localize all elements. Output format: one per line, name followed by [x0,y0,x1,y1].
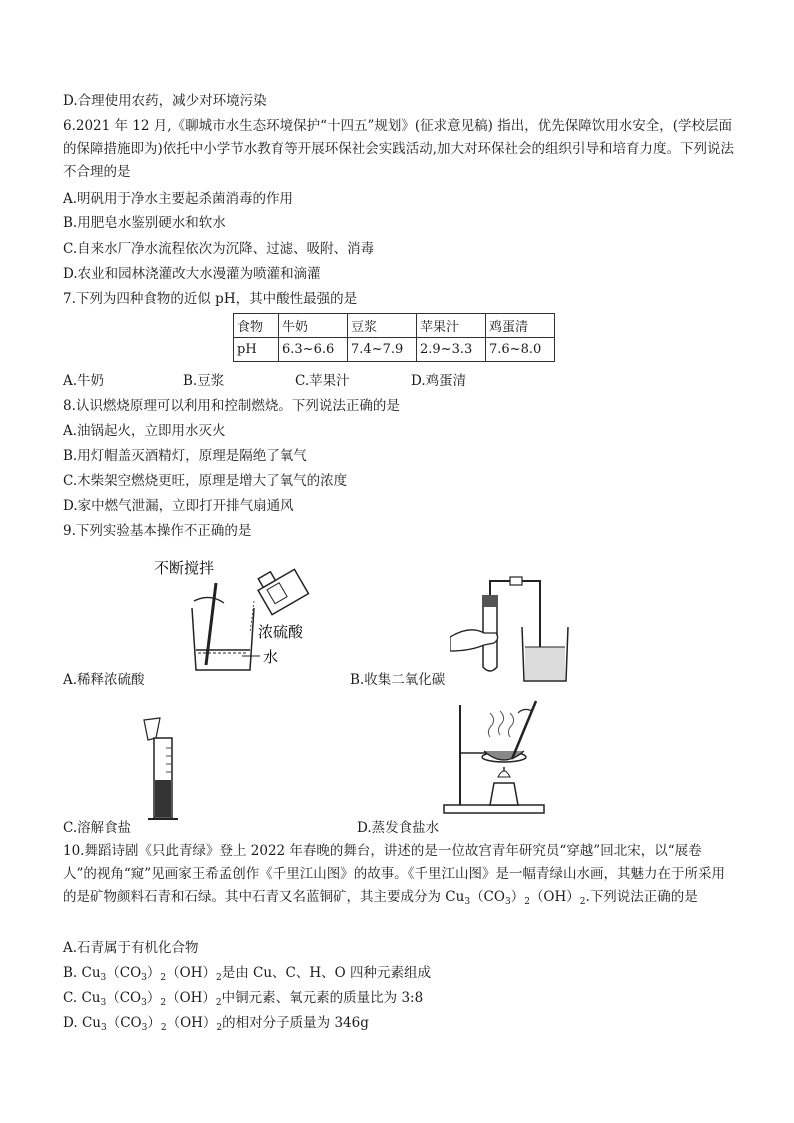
q6-option-a: A.明矾用于净水主要起杀菌消毒的作用 [63,191,294,207]
beaker [192,608,254,670]
ph-table [233,313,555,362]
q9-stem: 9.下列实验基本操作不正确的是 [63,523,252,539]
q5-option-d: D.合理使用农药，减少对环境污染 [63,93,267,109]
figure-c-label: C.溶解食盐 [63,820,132,836]
figure-collect-co2 [450,575,570,685]
table-cell: 2.9~3.3 [417,338,486,362]
table-header-row [234,314,555,338]
table-cell: pH [234,338,279,362]
q6-option-b: B.用肥皂水鉴别硬水和软水 [63,215,226,231]
table-cell: 7.4~7.9 [348,338,417,362]
q7-option-a: A.牛奶 [63,373,105,389]
q10-stem-text: 10.舞蹈诗剧《只此青绿》登上 2022 年春晚的舞台，讲述的是一位故宫青年研究员“穿越”回北宋，以“展卷人”的视角“窥”见画家王希孟创作《千里江山图》的故事。《千里江山图》是一幅青绿山水画，其魅力在于所采用的是矿物颜料石青和石绿。其中石青又名蓝铜矿，其主要成分为 [63,843,725,905]
formula-main: $Cu_3(CO_3)_2(OH)_2$ [445,889,586,907]
q7-option-b: B.豆浆 [183,373,225,389]
q6-stem: 6.2021 年 12 月,《聊城市水生态环境保护“十四五”规划》(征求意见稿) 指出，优先保障饮用水安全，(学校层面的保障措施即为)依托中小学节水教育等开展环保社会实践活动,加大对环保社会的组织引导和培育力度。下列说法不合理的是 [63,118,735,180]
figure-dilute-acid [150,553,330,673]
stopper [482,595,498,607]
label-acid: 浓硫酸 [258,623,304,641]
q8-stem: 8.认识燃烧原理可以利用和控制燃烧。下列说法正确的是 [63,398,400,414]
figure-a-label: A.稀释浓硫酸 [63,672,145,688]
q8-option-b: B.用灯帽盖灭酒精灯，原理是隔绝了氧气 [63,448,307,464]
q8-option-c: C.木柴架空燃烧更旺，原理是增大了氧气的浓度 [63,473,348,489]
table-cell: 牛奶 [279,314,348,338]
figure-evaporate [440,695,560,815]
table-cell: 豆浆 [348,314,417,338]
q6-option-d: D.农业和园林浇灌改大水漫灌为喷灌和滴灌 [63,266,321,282]
hand [450,630,498,651]
iron-stand-base [444,805,544,813]
label-water: 水 [263,648,279,666]
q10-option-b: B. $Cu_3(CO_3)_2(OH)_2$是由 Cu、C、H、O 四种元素组成 [63,965,432,983]
q7-option-d: D.鸡蛋清 [411,373,467,389]
q10-option-d: D. $Cu_3(CO_3)_2(OH)_2$的相对分子质量为 346g [63,1015,369,1033]
table-row [234,338,555,362]
alcohol-lamp [490,783,518,805]
figure-b-label: B.收集二氧化碳 [350,672,446,688]
q7-option-c: C.苹果汁 [295,373,350,389]
evaporating-dish [484,751,524,760]
q8-option-a: A.油锅起火，立即用水灭火 [63,423,226,439]
q7-stem: 7.下列为四种食物的近似 pH，其中酸性最强的是 [63,291,358,307]
table-cell: 食物 [234,314,279,338]
label-stir: 不断搅拌 [154,559,215,577]
q8-option-d: D.家中燃气泄漏，立即打开排气扇通风 [63,498,294,514]
table-cell: 鸡蛋清 [486,314,555,338]
table-cell: 7.6~8.0 [486,338,555,362]
q10-option-a: A.石青属于有机化合物 [63,940,199,956]
acid-bottle [253,561,308,615]
figure-dissolve-salt [130,716,190,826]
q6-option-c: C.自来水厂净水流程依次为沉降、过滤、吸附、消毒 [63,241,375,257]
paper-funnel [144,718,160,740]
q10-option-c: C. $Cu_3(CO_3)_2(OH)_2$中铜元素、氧元素的质量比为 3:8 [63,990,424,1008]
q10-stem: 10.舞蹈诗剧《只此青绿》登上 2022 年春晚的舞台，讲述的是一位故宫青年研究员“穿越”回北宋，以“展卷人”的视角“窥”见画家王希孟创作《千里江山图》的故事。《千里江山图》是一幅青绿山水画，其魅力在于所采用的是矿物颜料石青和石绿。其中石青又名蓝铜矿，其主要成分为 $Cu_3(CO_3)_2(OH)_2$.下列说法正确的是 [63,843,725,907]
stir-arrow [194,597,224,603]
q10-stem-tail: 下列说法正确的是 [589,889,698,905]
table-cell: 6.3~6.6 [279,338,348,362]
figure-d-label: D.蒸发食盐水 [357,820,440,836]
table-cell: 苹果汁 [417,314,486,338]
